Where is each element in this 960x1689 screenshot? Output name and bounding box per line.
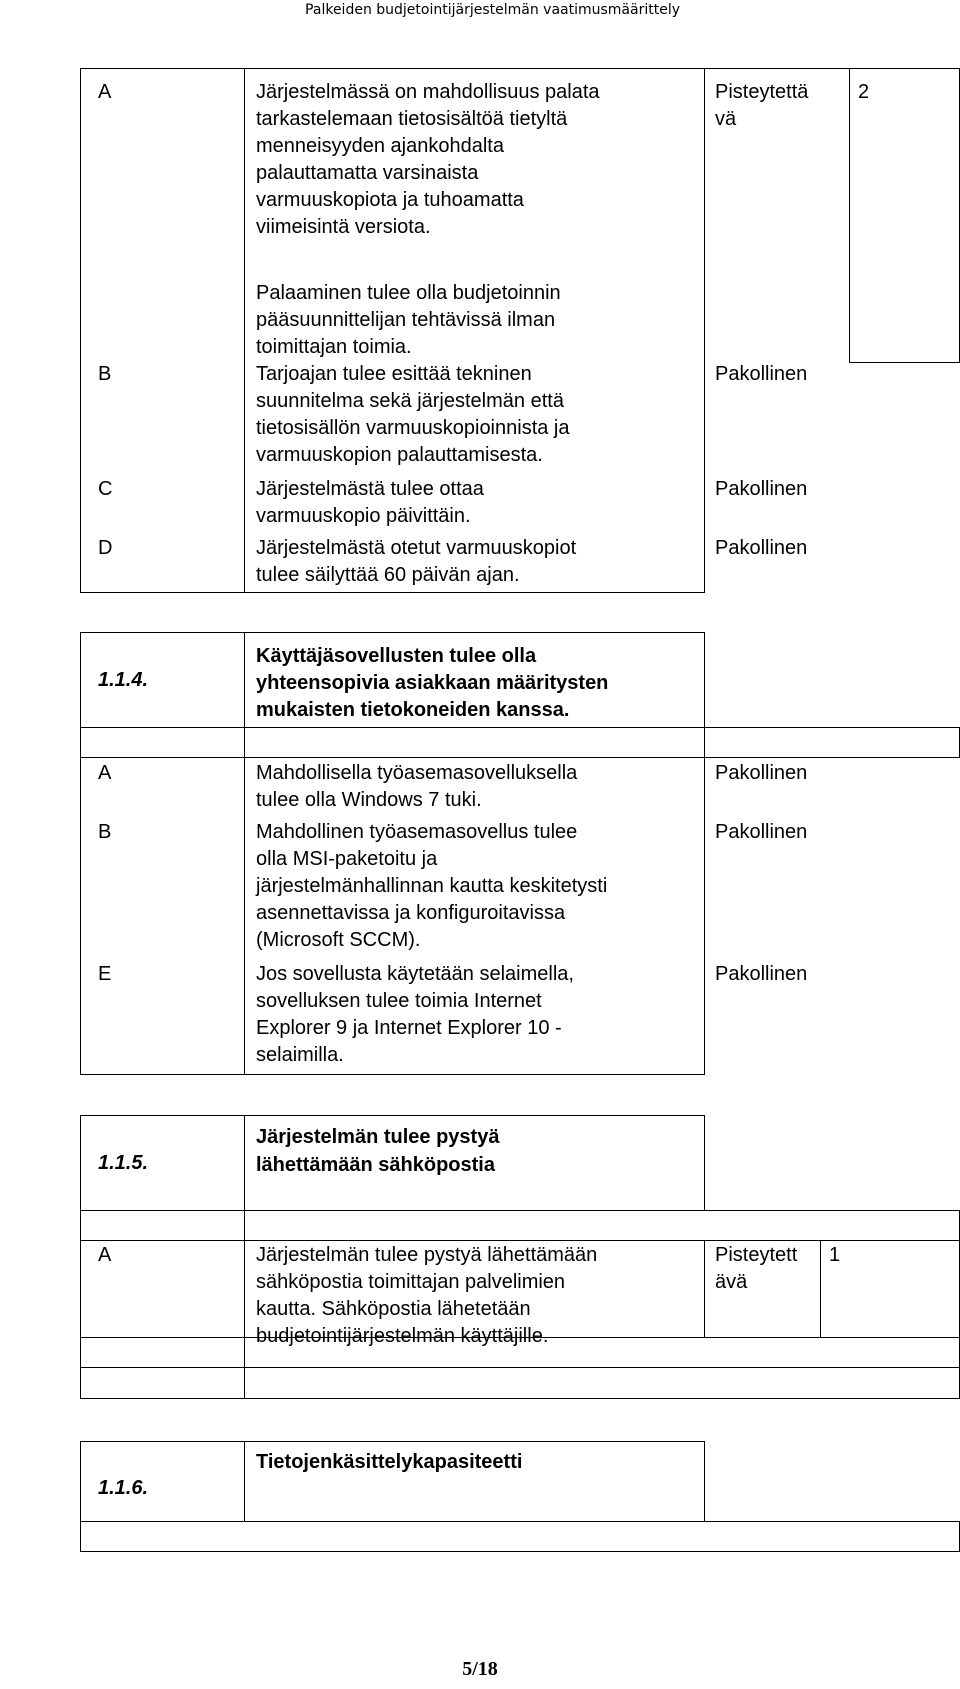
- requirement-type: Pakollinen: [715, 762, 808, 784]
- section-heading-line: mukaisten tietokoneiden kanssa.: [256, 699, 570, 721]
- requirement-text-line: Järjestelmästä tulee ottaa: [256, 478, 484, 500]
- section-heading-line: Järjestelmän tulee pystyä: [256, 1126, 500, 1148]
- requirement-type: Pakollinen: [715, 963, 808, 985]
- requirement-text-line: (Microsoft SCCM).: [256, 929, 421, 951]
- requirement-text-line: järjestelmänhallinnan kautta keskitetysti: [256, 875, 608, 897]
- requirement-text-line: palauttamatta varsinaista: [256, 162, 479, 184]
- requirement-text-line: Järjestelmästä otetut varmuuskopiot: [256, 537, 577, 559]
- requirement-text-line: budjetointijärjestelmän käyttäjille.: [256, 1325, 549, 1347]
- requirement-text-line: Mahdollinen työasemasovellus tulee: [256, 821, 578, 843]
- requirement-text-line: asennettavissa ja konfiguroitavissa: [256, 902, 566, 924]
- requirement-text-line: Palaaminen tulee olla budjetoinnin: [256, 282, 561, 304]
- points-value: 1: [829, 1244, 841, 1266]
- requirement-text-line: kautta. Sähköpostia lähetetään: [256, 1298, 531, 1320]
- requirement-type: Pakollinen: [715, 363, 808, 385]
- section-number: 1.1.4.: [98, 669, 149, 691]
- requirement-text-line: tulee olla Windows 7 tuki.: [256, 789, 482, 811]
- row-id: A: [98, 1244, 112, 1266]
- row-id: D: [98, 537, 113, 559]
- points-value: 2: [858, 81, 870, 103]
- section-number: 1.1.6.: [98, 1477, 149, 1499]
- requirement-text-line: tarkastelemaan tietosisältöä tietyltä: [256, 108, 568, 130]
- section-heading-line: yhteensopivia asiakkaan määritysten: [256, 672, 609, 694]
- section-heading: Tietojenkäsittelykapasiteetti: [256, 1451, 523, 1473]
- requirement-text-line: varmuuskopio päivittäin.: [256, 505, 471, 527]
- section-number: 1.1.5.: [98, 1152, 149, 1174]
- requirement-text-line: varmuuskopion palauttamisesta.: [256, 444, 543, 466]
- requirement-text-line: sähköpostia toimittajan palvelimien: [256, 1271, 566, 1293]
- row-id: C: [98, 478, 113, 500]
- section-heading-line: lähettämään sähköpostia: [256, 1154, 495, 1176]
- requirement-text-line: Tarjoajan tulee esittää tekninen: [256, 363, 532, 385]
- requirement-type: Pakollinen: [715, 478, 808, 500]
- row-id: B: [98, 363, 112, 385]
- requirement-text-line: Jos sovellusta käytetään selaimella,: [256, 963, 574, 985]
- page-number: 5/18: [462, 1658, 498, 1680]
- requirement-text-line: Mahdollisella työasemasovelluksella: [256, 762, 578, 784]
- row-id: B: [98, 821, 112, 843]
- requirement-type: Pisteytettä: [715, 81, 809, 103]
- requirement-text-line: tulee säilyttää 60 päivän ajan.: [256, 564, 520, 586]
- row-id: E: [98, 963, 112, 985]
- requirement-type: Pakollinen: [715, 821, 808, 843]
- requirement-type: ävä: [715, 1271, 748, 1293]
- requirement-text-line: selaimilla.: [256, 1044, 344, 1066]
- requirement-type: vä: [715, 108, 737, 130]
- requirement-text-line: suunnitelma sekä järjestelmän että: [256, 390, 564, 412]
- requirement-text-line: Järjestelmän tulee pystyä lähettämään: [256, 1244, 598, 1266]
- header-title: Palkeiden budjetointijärjestelmän vaatimusmäärittely: [305, 2, 680, 18]
- requirement-type: Pakollinen: [715, 537, 808, 559]
- requirement-text-line: viimeisintä versiota.: [256, 216, 431, 238]
- row-id: A: [98, 81, 112, 103]
- requirement-text-line: pääsuunnittelijan tehtävissä ilman: [256, 309, 556, 331]
- requirement-text-line: Järjestelmässä on mahdollisuus palata: [256, 81, 600, 103]
- requirement-type: Pisteytett: [715, 1244, 798, 1266]
- row-id: A: [98, 762, 112, 784]
- requirement-text-line: tietosisällön varmuuskopioinnista ja: [256, 417, 570, 439]
- requirement-text-line: Explorer 9 ja Internet Explorer 10 -: [256, 1017, 562, 1039]
- section-heading-line: Käyttäjäsovellusten tulee olla: [256, 645, 537, 667]
- requirement-text-line: sovelluksen tulee toimia Internet: [256, 990, 542, 1012]
- requirement-text-line: toimittajan toimia.: [256, 336, 412, 358]
- requirement-text-line: olla MSI-paketoitu ja: [256, 848, 438, 870]
- requirement-text-line: menneisyyden ajankohdalta: [256, 135, 504, 157]
- requirement-text-line: varmuuskopiota ja tuhoamatta: [256, 189, 524, 211]
